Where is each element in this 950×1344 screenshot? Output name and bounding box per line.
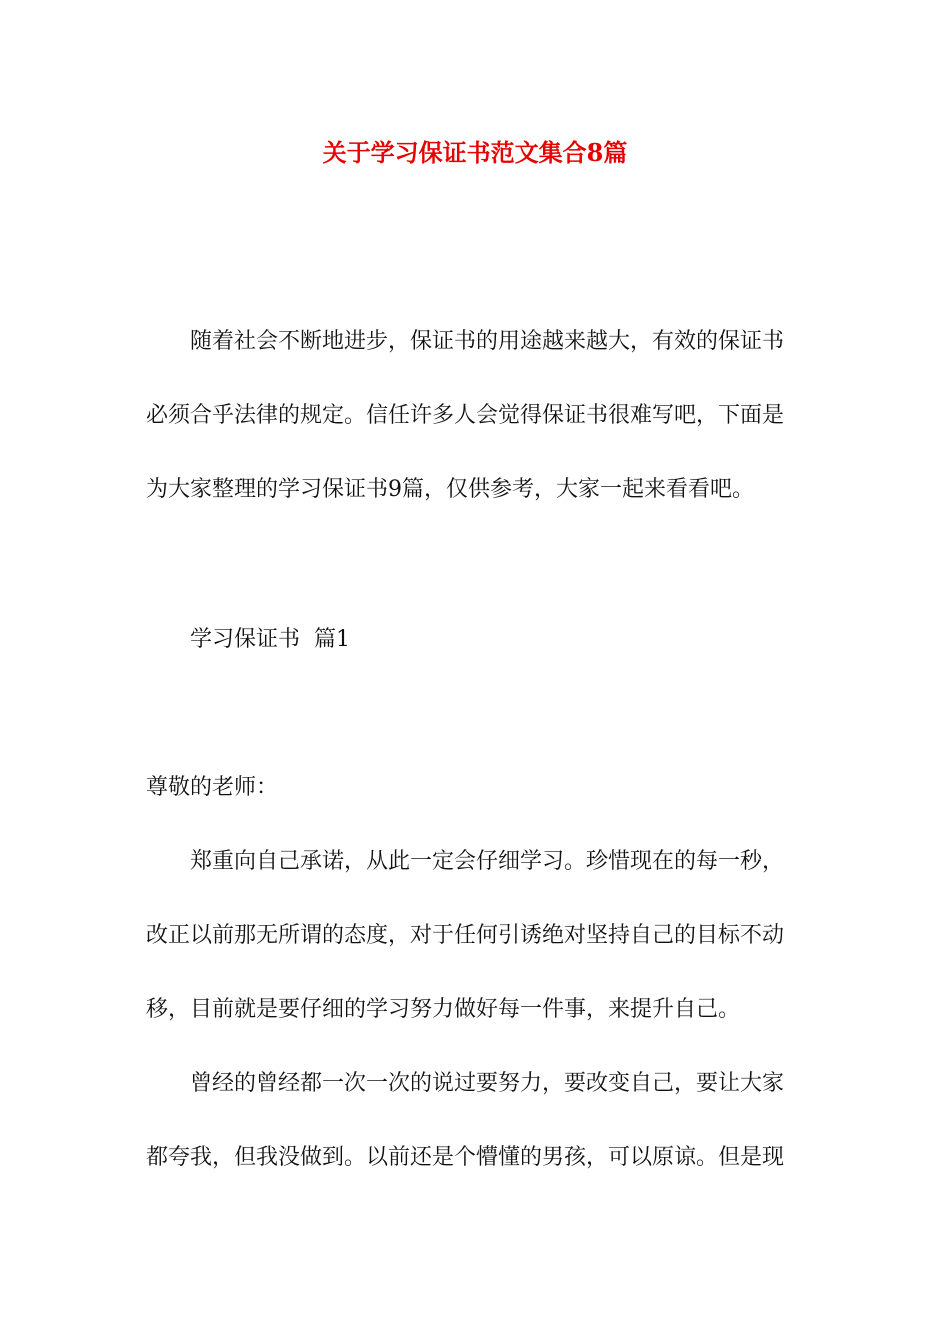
paragraph-1-line-1: 郑重向自己承诺，从此一定会仔细学习。珍惜现在的每一秒， [190, 849, 785, 874]
document-title: 关于学习保证书范文集合8篇 [322, 138, 628, 167]
salutation: 尊敬的老师： [146, 775, 279, 800]
paragraph-1-line-2: 改正以前那无所谓的态度，对于任何引诱绝对坚持自己的目标不动 [146, 923, 785, 948]
intro-line-2: 必须合乎法律的规定。信任许多人会觉得保证书很难写吧，下面是 [146, 403, 785, 428]
intro-line-1: 随着社会不断地进步，保证书的用途越来越大，有效的保证书 [190, 329, 785, 354]
paragraph-2-line-2: 都夸我，但我没做到。以前还是个懵懂的男孩，可以原谅。但是现 [146, 1145, 785, 1170]
paragraph-1-line-3: 移，目前就是要仔细的学习努力做好每一件事，来提升自己。 [146, 997, 741, 1022]
section-heading: 学习保证书 篇1 [190, 627, 350, 652]
paragraph-2-line-1: 曾经的曾经都一次一次的说过要努力，要改变自己，要让大家 [190, 1071, 785, 1096]
intro-line-3: 为大家整理的学习保证书9篇，仅供参考，大家一起来看看吧。 [146, 477, 754, 502]
